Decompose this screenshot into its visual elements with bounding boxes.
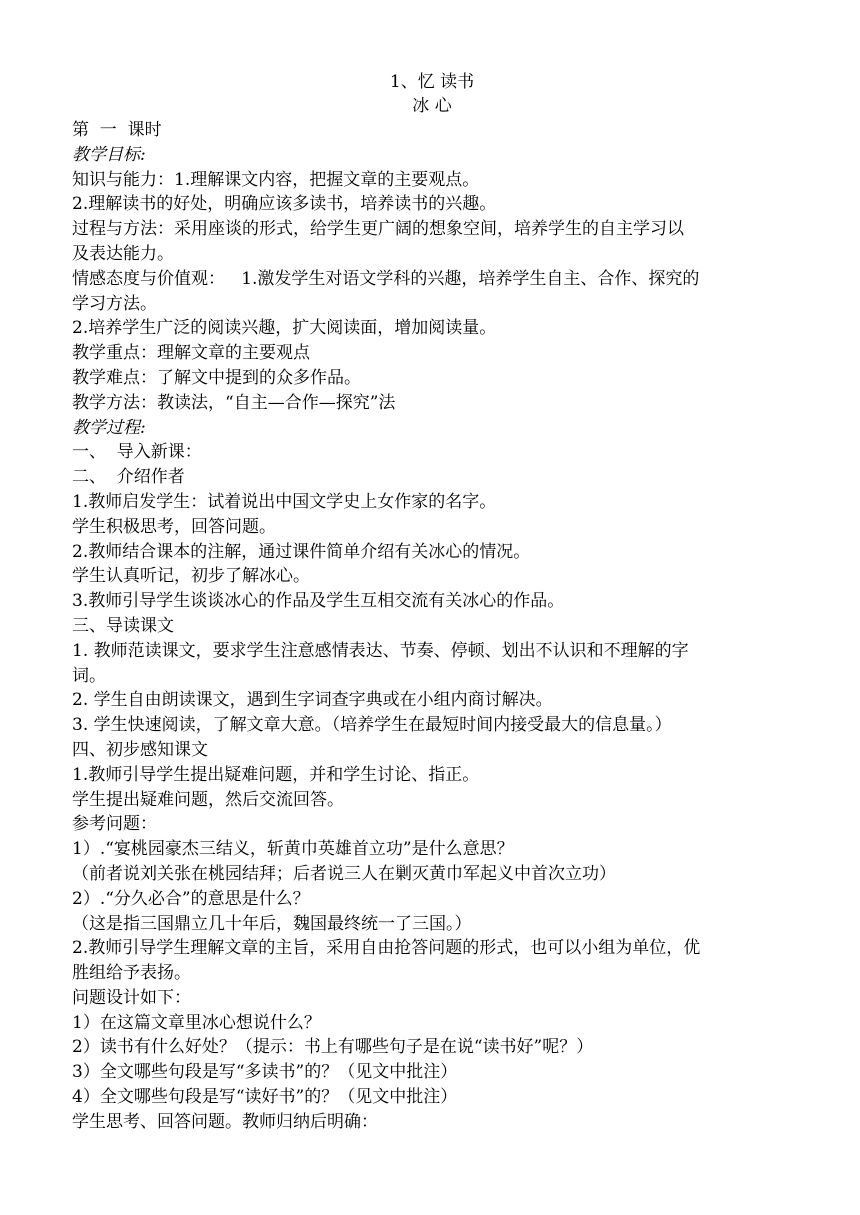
author-name: 冰 心 — [412, 96, 452, 116]
text-line: 一、 导入新课： — [72, 442, 202, 463]
text-line: 学生思考、回答问题。教师归纳后明确： — [72, 1111, 378, 1132]
text-line: 4）全文哪些句段是写“读好书”的？（见文中批注） — [72, 1087, 458, 1108]
text-line: 2）.“分久必合”的意思是什么？ — [72, 888, 310, 909]
document-body — [72, 118, 792, 1135]
text-line: 参考问题： — [72, 814, 157, 835]
text-line: 2）读书有什么好处？（提示：书上有哪些句子是在说“读书好”呢？） — [72, 1037, 594, 1058]
text-line: 问题设计如下： — [72, 987, 191, 1008]
lesson-title: 1、忆 读书 — [389, 72, 475, 92]
text-line: 2. 学生自由朗读课文，遇到生字词查字典或在小组内商讨解决。 — [72, 690, 553, 711]
text-line: 教学难点：了解文中提到的众多作品。 — [72, 367, 361, 388]
text-line: 3）全文哪些句段是写“多读书”的？（见文中批注） — [72, 1062, 458, 1083]
text-line: 2.培养学生广泛的阅读兴趣，扩大阅读面，增加阅读量。 — [72, 318, 497, 339]
text-line: 学生认真听记，初步了解冰心。 — [72, 566, 310, 587]
text-line: （前者说刘关张在桃园结拜；后者说三人在剿灭黄巾军起义中首次立功） — [72, 863, 616, 884]
section-heading: 教学目标: — [72, 144, 146, 165]
text-line: 过程与方法：采用座谈的形式，给学生更广阔的想象空间，培养学生的自主学习以 — [72, 219, 684, 240]
text-line: 四、初步感知课文 — [72, 739, 208, 760]
text-line: 情感态度与价值观： 1.激发学生对语文学科的兴趣，培养学生自主、合作、探究的 — [72, 268, 700, 289]
text-line: 第 一 课时 — [72, 120, 162, 140]
text-line: 知识与能力：1.理解课文内容，把握文章的主要观点。 — [72, 169, 480, 190]
text-line: 1）在这篇文章里冰心想说什么？ — [72, 1012, 321, 1033]
text-line: 1.教师引导学生提出疑难问题，并和学生讨论、指正。 — [72, 764, 480, 785]
text-line: 1.教师启发学生：试着说出中国文学史上女作家的名字。 — [72, 491, 497, 512]
text-line: 及表达能力。 — [72, 243, 174, 264]
text-line: 胜组给予表扬。 — [72, 963, 191, 984]
text-line: 2.教师引导学生理解文章的主旨，采用自由抢答问题的形式，也可以小组为单位，优 — [72, 938, 701, 959]
text-line: 学生提出疑难问题，然后交流回答。 — [72, 789, 344, 810]
text-line: （这是指三国鼎立几十年后，魏国最终统一了三国。） — [72, 913, 472, 934]
text-line: 学习方法。 — [72, 293, 157, 314]
text-line: 三、导读课文 — [72, 615, 174, 636]
text-line: 1. 教师范读课文，要求学生注意感情表达、节奏、停顿、划出不认识和不理解的字 — [72, 640, 689, 661]
text-line: 3. 学生快速阅读，了解文章大意。（培养学生在最短时间内接受最大的信息量。） — [72, 715, 672, 736]
text-line: 3.教师引导学生谈谈冰心的作品及学生互相交流有关冰心的作品。 — [72, 591, 565, 612]
text-line: 1）.“宴桃园豪杰三结义，斩黄巾英雄首立功”是什么意思？ — [72, 839, 514, 860]
text-line: 二、 介绍作者 — [72, 467, 185, 488]
text-line: 教学重点：理解文章的主要观点 — [72, 343, 310, 364]
text-line: 学生积极思考，回答问题。 — [72, 516, 276, 537]
text-line: 2.理解读书的好处，明确应该多读书，培养读书的兴趣。 — [72, 194, 497, 215]
document-page — [72, 70, 792, 1135]
section-heading: 教学过程: — [72, 417, 146, 438]
text-line: 词。 — [72, 665, 106, 686]
text-line: 2.教师结合课本的注解，通过课件简单介绍有关冰心的情况。 — [72, 541, 531, 562]
text-line: 教学方法：教读法，“自主—合作—探究”法 — [72, 392, 396, 413]
